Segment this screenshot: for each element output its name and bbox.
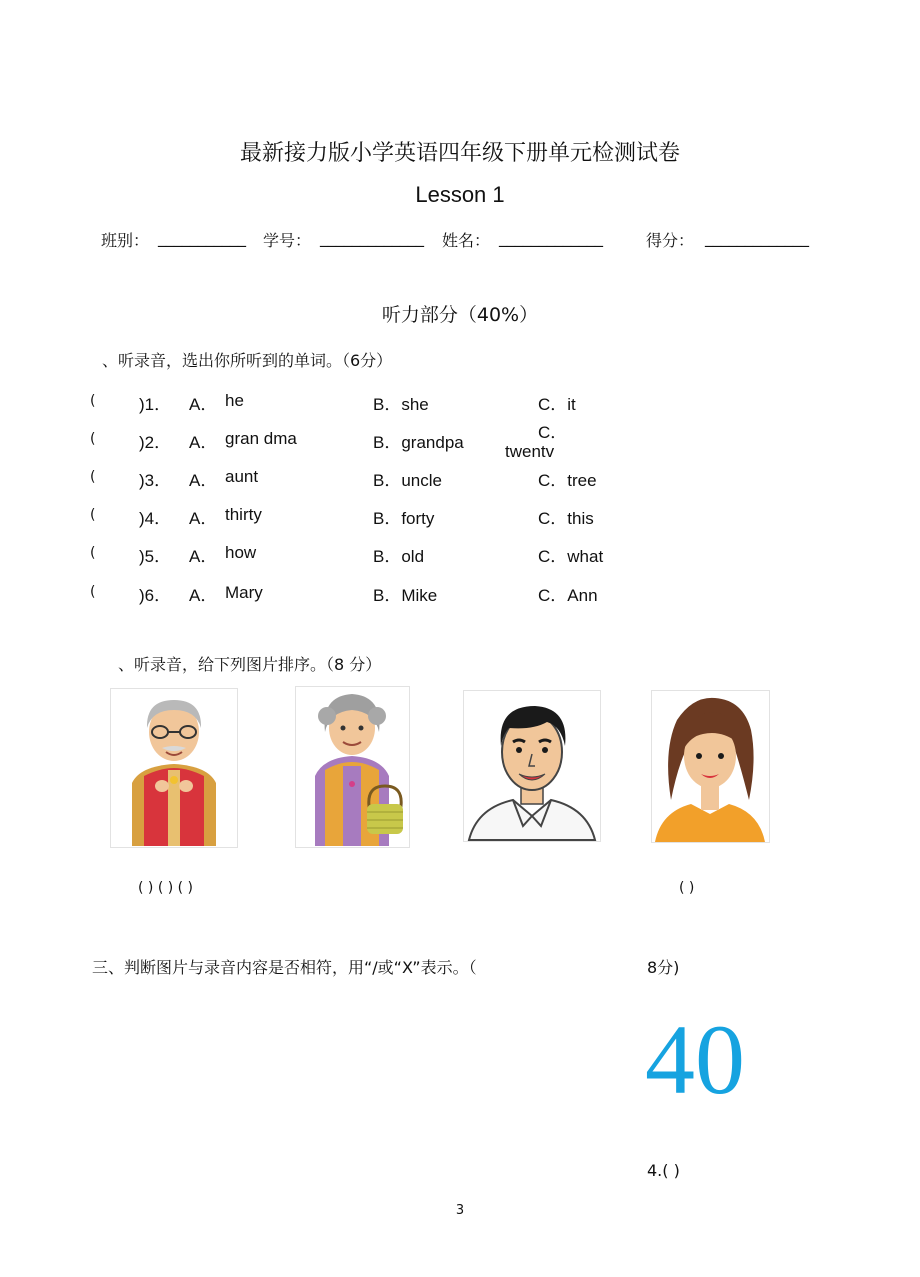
- man-picture: [463, 690, 601, 842]
- grandpa-picture: [110, 688, 238, 848]
- question-2-heading: 、听录音，给下列图片排序。（8 分）: [118, 655, 382, 674]
- class-blank[interactable]: ___________: [158, 228, 246, 247]
- option-c: C．it: [538, 395, 576, 414]
- big-number-40: 40: [645, 1004, 745, 1115]
- lesson-title: Lesson 1: [415, 182, 505, 207]
- option-c: C．Ann: [538, 586, 598, 605]
- question-3-heading: 三、判断图片与录音内容是否相符，用“/或“X”表示。（: [92, 958, 477, 977]
- option-b: B．uncle: [373, 471, 442, 490]
- answer-paren-open[interactable]: (: [90, 469, 96, 485]
- item-number: )1．: [139, 395, 172, 414]
- option-a-label: A．: [189, 547, 218, 566]
- option-c: C．this: [538, 509, 594, 528]
- picture-order-answers[interactable]: ( ) ( ) ( ): [138, 880, 194, 896]
- grandma-picture: [295, 686, 410, 848]
- option-c: C．what: [538, 547, 604, 566]
- item-number: )4．: [139, 509, 172, 528]
- answer-paren-open[interactable]: (: [90, 393, 96, 409]
- item-number: )3．: [139, 471, 172, 490]
- student-id-blank[interactable]: _____________: [320, 228, 424, 247]
- answer-paren-open[interactable]: (: [90, 507, 96, 523]
- option-c: C．: [538, 423, 568, 442]
- option-a: he: [225, 391, 244, 410]
- page-number: 3: [455, 1203, 465, 1218]
- option-a: Mary: [225, 583, 263, 602]
- item-number: )2．: [139, 433, 172, 452]
- option-c-word: twentv: [505, 442, 555, 461]
- woman-picture: [651, 690, 770, 843]
- question-3-item-4[interactable]: 4.( ): [647, 1161, 680, 1180]
- option-a-label: A．: [189, 433, 218, 452]
- answer-paren-open[interactable]: (: [90, 545, 96, 561]
- page-title: 最新接力版小学英语四年级下册单元检测试卷: [239, 141, 680, 166]
- option-a-label: A．: [189, 509, 218, 528]
- picture-order-answer-4[interactable]: ( ): [679, 880, 695, 896]
- option-b: B．old: [373, 547, 425, 566]
- question-3-points: 8分): [647, 958, 680, 977]
- listening-section-title: 听力部分（40%）: [381, 304, 539, 326]
- option-c: C．tree: [538, 471, 597, 490]
- answer-paren-open[interactable]: (: [90, 431, 96, 447]
- item-number: )6．: [139, 586, 172, 605]
- class-label: 班别：: [101, 231, 150, 250]
- option-b: B．forty: [373, 509, 435, 528]
- name-label: 姓名：: [442, 231, 491, 250]
- option-a: aunt: [225, 467, 259, 486]
- option-a-label: A．: [189, 471, 218, 490]
- score-blank[interactable]: _____________: [705, 228, 809, 247]
- option-a-label: A．: [189, 395, 218, 414]
- option-a-label: A．: [189, 586, 218, 605]
- score-label: 得分：: [646, 231, 695, 250]
- option-a: how: [225, 543, 257, 562]
- option-a: thirty: [225, 505, 262, 524]
- question-1-heading: 、听录音，选出你所听到的单词。（6分）: [102, 351, 393, 370]
- option-b: B．Mike: [373, 586, 438, 605]
- option-b: B．grandpa: [373, 433, 464, 452]
- option-b: B．she: [373, 395, 429, 414]
- student-id-label: 学号：: [263, 231, 312, 250]
- option-a: gran dma: [225, 429, 297, 448]
- item-number: )5．: [139, 547, 172, 566]
- answer-paren-open[interactable]: (: [90, 584, 96, 600]
- name-blank[interactable]: _____________: [499, 228, 603, 247]
